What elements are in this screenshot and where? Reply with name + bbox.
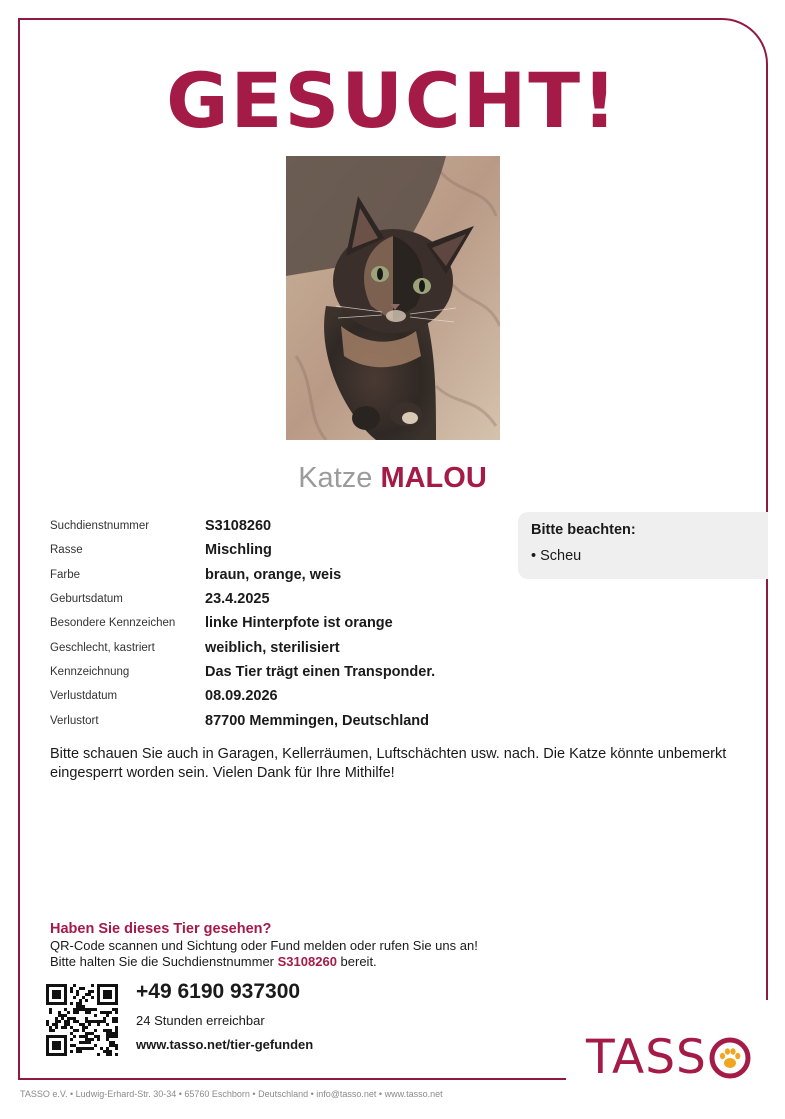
detail-row-rasse xyxy=(50,538,435,562)
detail-label: Rasse xyxy=(50,544,83,557)
contact-instruction: QR-Code scannen und Sichtung oder Fund melden oder rufen Sie uns an! xyxy=(50,938,478,953)
detail-row-verlustdatum xyxy=(50,684,435,708)
poster-title: GESUCHT! xyxy=(166,56,619,145)
contact-reference xyxy=(50,954,377,969)
info-text: Bitte schauen Sie auch in Garagen, Kellerräumen, Luftschächten usw. nach. Die Katze könnte unbemerkt eingesperrt worden sein. Vielen Dank für Ihre Mithilfe! xyxy=(50,746,727,781)
detail-row-suchdienstnummer xyxy=(50,514,435,538)
detail-row-geschlecht xyxy=(50,635,435,659)
detail-value: Mischling xyxy=(205,542,272,559)
detail-row-farbe xyxy=(50,563,435,587)
detail-label: Geschlecht, kastriert xyxy=(50,641,155,654)
detail-value: 08.09.2026 xyxy=(205,688,278,705)
paw-circle-icon xyxy=(709,1037,751,1079)
detail-value: 23.4.2025 xyxy=(205,591,270,608)
detail-row-geburtsdatum xyxy=(50,587,435,611)
note-item: • Scheu xyxy=(531,548,582,564)
footer-address: TASSO e.V. • Ludwig-Erhard-Str. 30-34 • 65760 Eschborn • Deutschland • info@tasso.net • www.tasso.net xyxy=(20,1089,443,1099)
note-title: Bitte beachten: xyxy=(531,522,636,538)
phone-number[interactable]: +49 6190 937300 xyxy=(136,980,301,1003)
detail-value: weiblich, sterilisiert xyxy=(205,639,340,656)
report-link[interactable]: www.tasso.net/tier-gefunden xyxy=(136,1037,314,1052)
animal-name-value: MALOU xyxy=(380,462,487,494)
animal-name xyxy=(0,460,785,496)
contact-reference-pre: Bitte halten Sie die Suchdienstnummer xyxy=(50,954,278,969)
contact-question: Haben Sie dieses Tier gesehen? xyxy=(50,921,272,937)
contact-reference-post: bereit. xyxy=(336,954,377,969)
detail-value: braun, orange, weis xyxy=(205,566,342,583)
detail-value: S3108260 xyxy=(205,518,272,535)
contact-reference-number: S3108260 xyxy=(277,954,337,969)
detail-row-kennzeichen xyxy=(50,611,435,635)
note-box xyxy=(518,512,768,579)
detail-label: Besondere Kennzeichen xyxy=(50,617,176,630)
detail-value: Das Tier trägt einen Transponder. xyxy=(205,663,436,680)
details-table xyxy=(50,514,435,733)
logo-text: TASS xyxy=(586,1030,707,1085)
detail-row-verlustort xyxy=(50,708,435,732)
tasso-logo xyxy=(586,1032,751,1084)
phone-hours: 24 Stunden erreichbar xyxy=(136,1013,265,1028)
animal-species: Katze xyxy=(298,462,373,494)
detail-label: Kennzeichnung xyxy=(50,665,130,678)
detail-label: Geburtsdatum xyxy=(50,593,123,606)
detail-label: Farbe xyxy=(50,568,81,581)
detail-label: Verlustdatum xyxy=(50,690,118,703)
detail-value: linke Hinterpfote ist orange xyxy=(205,615,393,632)
detail-row-kennzeichnung xyxy=(50,660,435,684)
cat-photo xyxy=(286,156,500,440)
frame-gap xyxy=(750,1000,780,1090)
detail-label: Verlustort xyxy=(50,714,99,727)
detail-label: Suchdienstnummer xyxy=(50,520,150,533)
qr-code-icon[interactable] xyxy=(46,984,118,1056)
detail-value: 87700 Memmingen, Deutschland xyxy=(205,712,430,729)
